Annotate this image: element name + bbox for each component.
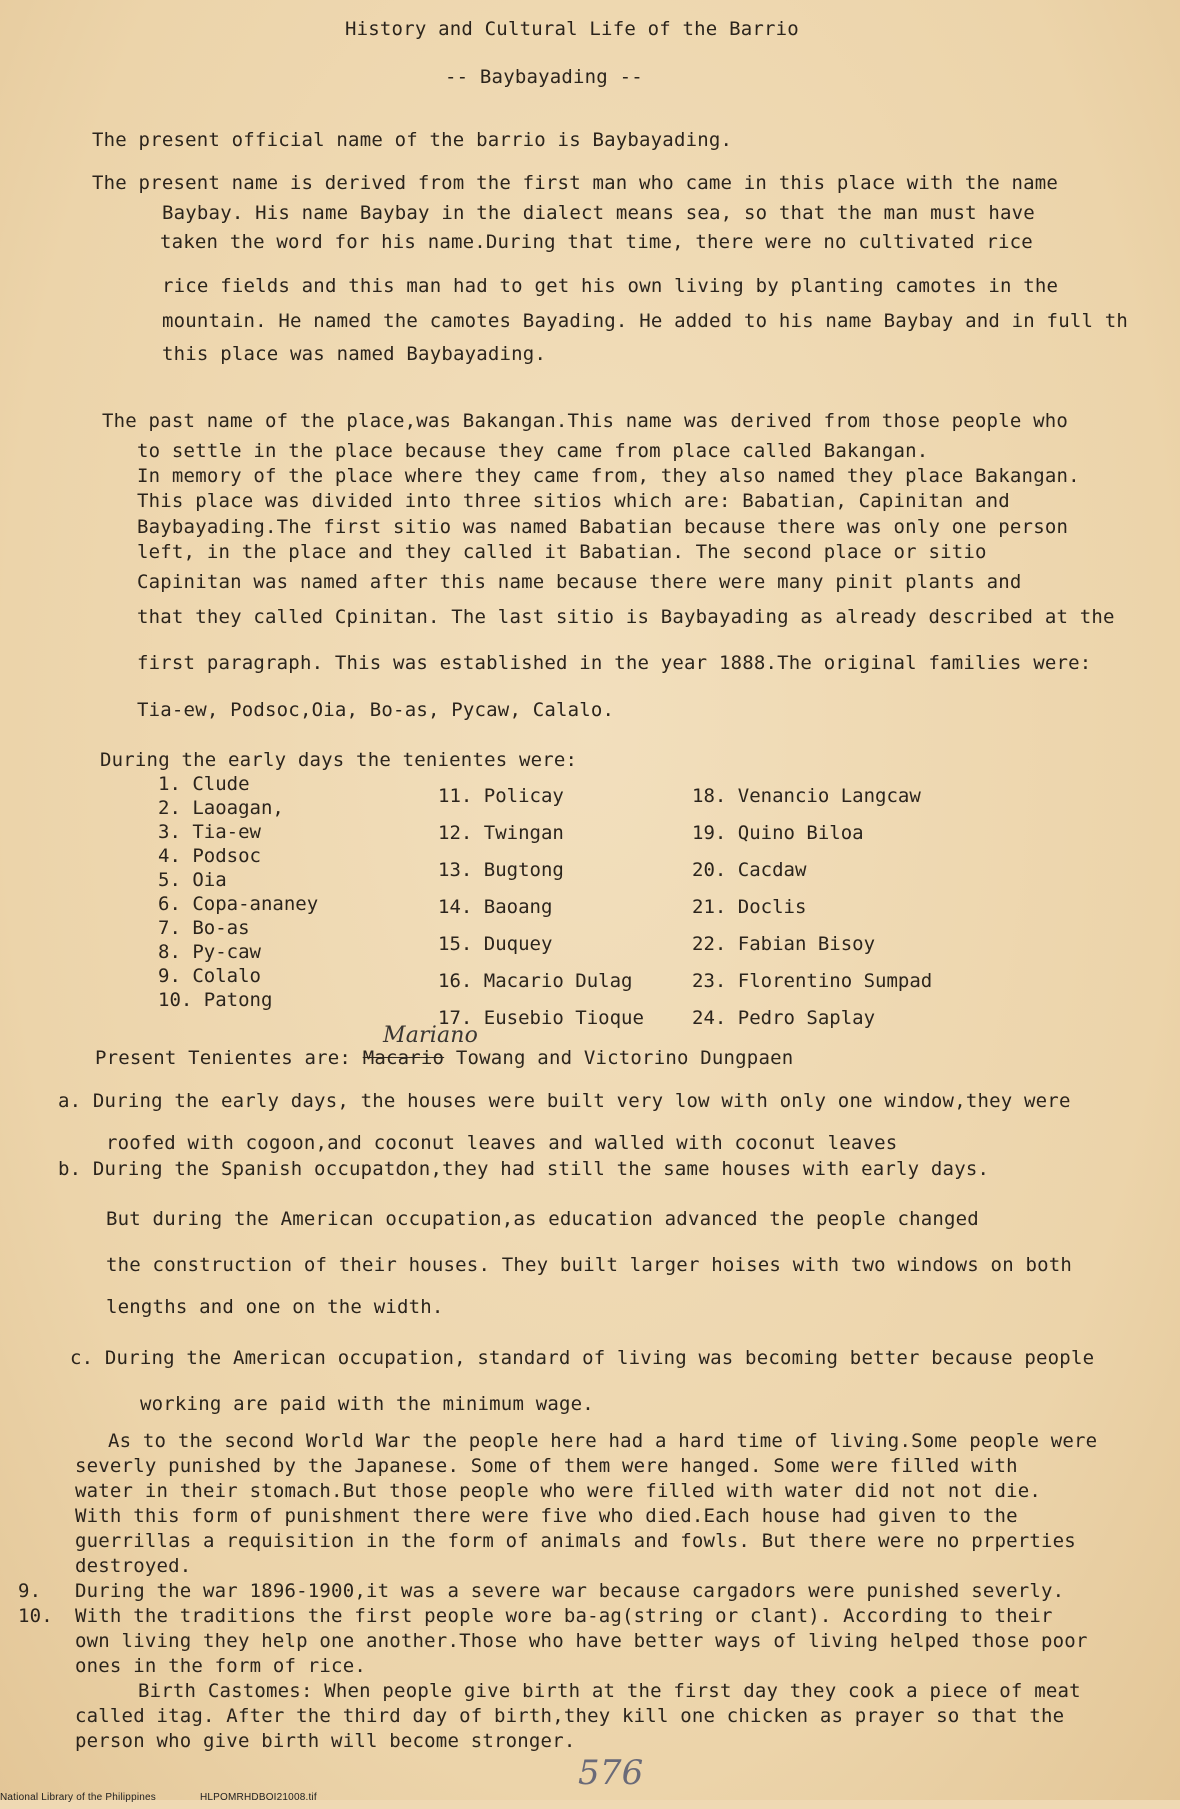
paragraph-line: that they called Cpinitan. The last sitio is Baybayading as already described at the — [137, 606, 1115, 628]
paragraph-line: called itag. After the third day of birth,they kill one chicken as prayer so that the — [75, 1705, 1065, 1727]
present-tenientes — [95, 1047, 793, 1069]
paragraph-line: In memory of the place where they came from, they also named they place Bakangan. — [137, 465, 1080, 487]
paragraph-line: The past name of the place,was Bakangan.This name was derived from those people who — [102, 410, 1069, 432]
paragraph-line: destroyed. — [75, 1555, 192, 1577]
list-item: 20. Cacdaw — [692, 859, 807, 881]
paragraph-line: mountain. He named the camotes Bayading. He added to his name Baybay and in full th — [162, 310, 1129, 332]
paragraph-line: The present official name of the barrio is Baybayading. — [92, 129, 733, 151]
item-number: 9. — [18, 1580, 42, 1602]
list-item: 11. Policay — [438, 785, 564, 807]
list-item: 24. Pedro Saplay — [692, 1007, 876, 1029]
paragraph-line: the construction of their houses. They built larger hoises with two windows on both — [106, 1254, 1073, 1276]
list-item: 5. Oia — [158, 869, 227, 891]
paragraph-line: left, in the place and they called it Babatian. The second place or sitio — [137, 541, 987, 563]
struck-text: Macario — [362, 1047, 445, 1069]
paragraph-line: Baybay. His name Baybay in the dialect means sea, so that the man must have — [162, 202, 1035, 224]
paragraph-line: water in their stomach.But those people who were filled with water did not not die. — [75, 1480, 1042, 1502]
list-item: 13. Bugtong — [438, 859, 564, 881]
list-item: 10. Patong — [158, 989, 273, 1011]
paragraph-line: Capinitan was named after this name because there were many pinit plants and — [137, 571, 1022, 593]
list-item: 18. Venancio Langcaw — [692, 785, 921, 807]
list-item: 23. Florentino Sumpad — [692, 970, 933, 992]
paragraph-line: With the traditions the first people wore ba-ag(string or clant). According to their — [75, 1605, 1053, 1627]
paragraph-line: During the war 1896-1900,it was a severe war because cargadors were punished severly. — [75, 1580, 1065, 1602]
list-item: 14. Baoang — [438, 896, 553, 918]
paragraph-line: Tia-ew, Podsoc,Oia, Bo-as, Pycaw, Calalo. — [137, 699, 615, 721]
handwritten-annotation: Mariano — [383, 1023, 479, 1048]
paragraph-line: this place was named Baybayading. — [162, 343, 547, 365]
list-item: 21. Doclis — [692, 896, 807, 918]
paragraph-line: lengths and one on the width. — [106, 1296, 444, 1318]
list-item: 8. Py-caw — [158, 941, 261, 963]
paragraph-line: As to the second World War the people here had a hard time of living.Some people were — [108, 1430, 1098, 1452]
footer-filename: HLPOMRHDBOI21008.tif — [200, 1792, 317, 1803]
paragraph-line: a. During the early days, the houses were built very low with only one window,they were — [58, 1090, 1071, 1112]
paragraph-line: This place was divided into three sitios which are: Babatian, Capinitan and — [137, 490, 1010, 512]
page-number: 576 — [578, 1753, 644, 1793]
paragraph-line: But during the American occupation,as education advanced the people changed — [106, 1208, 979, 1230]
list-item: 4. Podsoc — [158, 845, 261, 867]
paragraph-line: The present name is derived from the first man who came in this place with the name — [92, 172, 1059, 194]
paragraph-line: roofed with cogoon,and coconut leaves and walled with coconut leaves — [106, 1132, 898, 1154]
paragraph-line: guerrillas a requisition in the form of animals and fowls. But there were no prperties — [75, 1530, 1076, 1552]
item-number: 10. — [18, 1605, 53, 1627]
paragraph-line: b. During the Spanish occupatdon,they had still the same houses with early days. — [58, 1158, 990, 1180]
doc-title: History and Cultural Life of the Barrio — [345, 18, 799, 40]
list-item: 12. Twingan — [438, 822, 564, 844]
paragraph-line: c. During the American occupation, standard of living was becoming better because people — [70, 1347, 1095, 1369]
paragraph-line: ones in the form of rice. — [75, 1655, 366, 1677]
list-item: 1. Clude — [158, 773, 250, 795]
paragraph-line: Baybayading.The first sitio was named Babatian because there was only one person — [137, 516, 1069, 538]
list-item: 6. Copa-ananey — [158, 893, 319, 915]
paragraph-line: severly punished by the Japanese. Some of them were hanged. Some were filled with — [75, 1455, 1018, 1477]
list-item: 9. Colalo — [158, 965, 261, 987]
list-item: 3. Tia-ew — [158, 821, 261, 843]
present-label: Present Tenientes are: — [95, 1047, 352, 1069]
paragraph-line: Birth Castomes: When people give birth at the first day they cook a piece of meat — [138, 1680, 1081, 1702]
paragraph-line: to settle in the place because they came from place called Bakangan. — [137, 440, 929, 462]
paragraph-line: taken the word for his name.During that time, there were no cultivated rice — [160, 231, 1033, 253]
paragraph-line: own living they help one another.Those who have better ways of living helped those poor — [75, 1630, 1088, 1652]
list-item: 19. Quino Biloa — [692, 822, 864, 844]
list-item: 16. Macario Dulag — [438, 970, 633, 992]
doc-subtitle: -- Baybayading -- — [445, 66, 643, 88]
paragraph-line: first paragraph. This was established in the year 1888.The original families were: — [137, 652, 1092, 674]
list-item: 7. Bo-as — [158, 917, 250, 939]
paragraph-line: person who give birth will become stronger. — [75, 1730, 576, 1752]
list-item: 15. Duquey — [438, 933, 553, 955]
tenientes-heading: During the early days the tenientes were: — [100, 749, 578, 771]
paragraph-line: With this form of punishment there were five who died.Each house had given to the — [75, 1505, 1018, 1527]
list-item: 2. Laoagan, — [158, 797, 284, 819]
footer-source: National Library of the Philippines — [0, 1792, 156, 1803]
list-item: 17. Eusebio Tioque — [438, 1007, 644, 1029]
list-item: 22. Fabian Bisoy — [692, 933, 876, 955]
present-names: Towang and Victorino Dungpaen — [455, 1047, 794, 1069]
paragraph-line: working are paid with the minimum wage. — [140, 1393, 594, 1415]
paragraph-line: rice fields and this man had to get his own living by planting camotes in the — [162, 275, 1059, 297]
